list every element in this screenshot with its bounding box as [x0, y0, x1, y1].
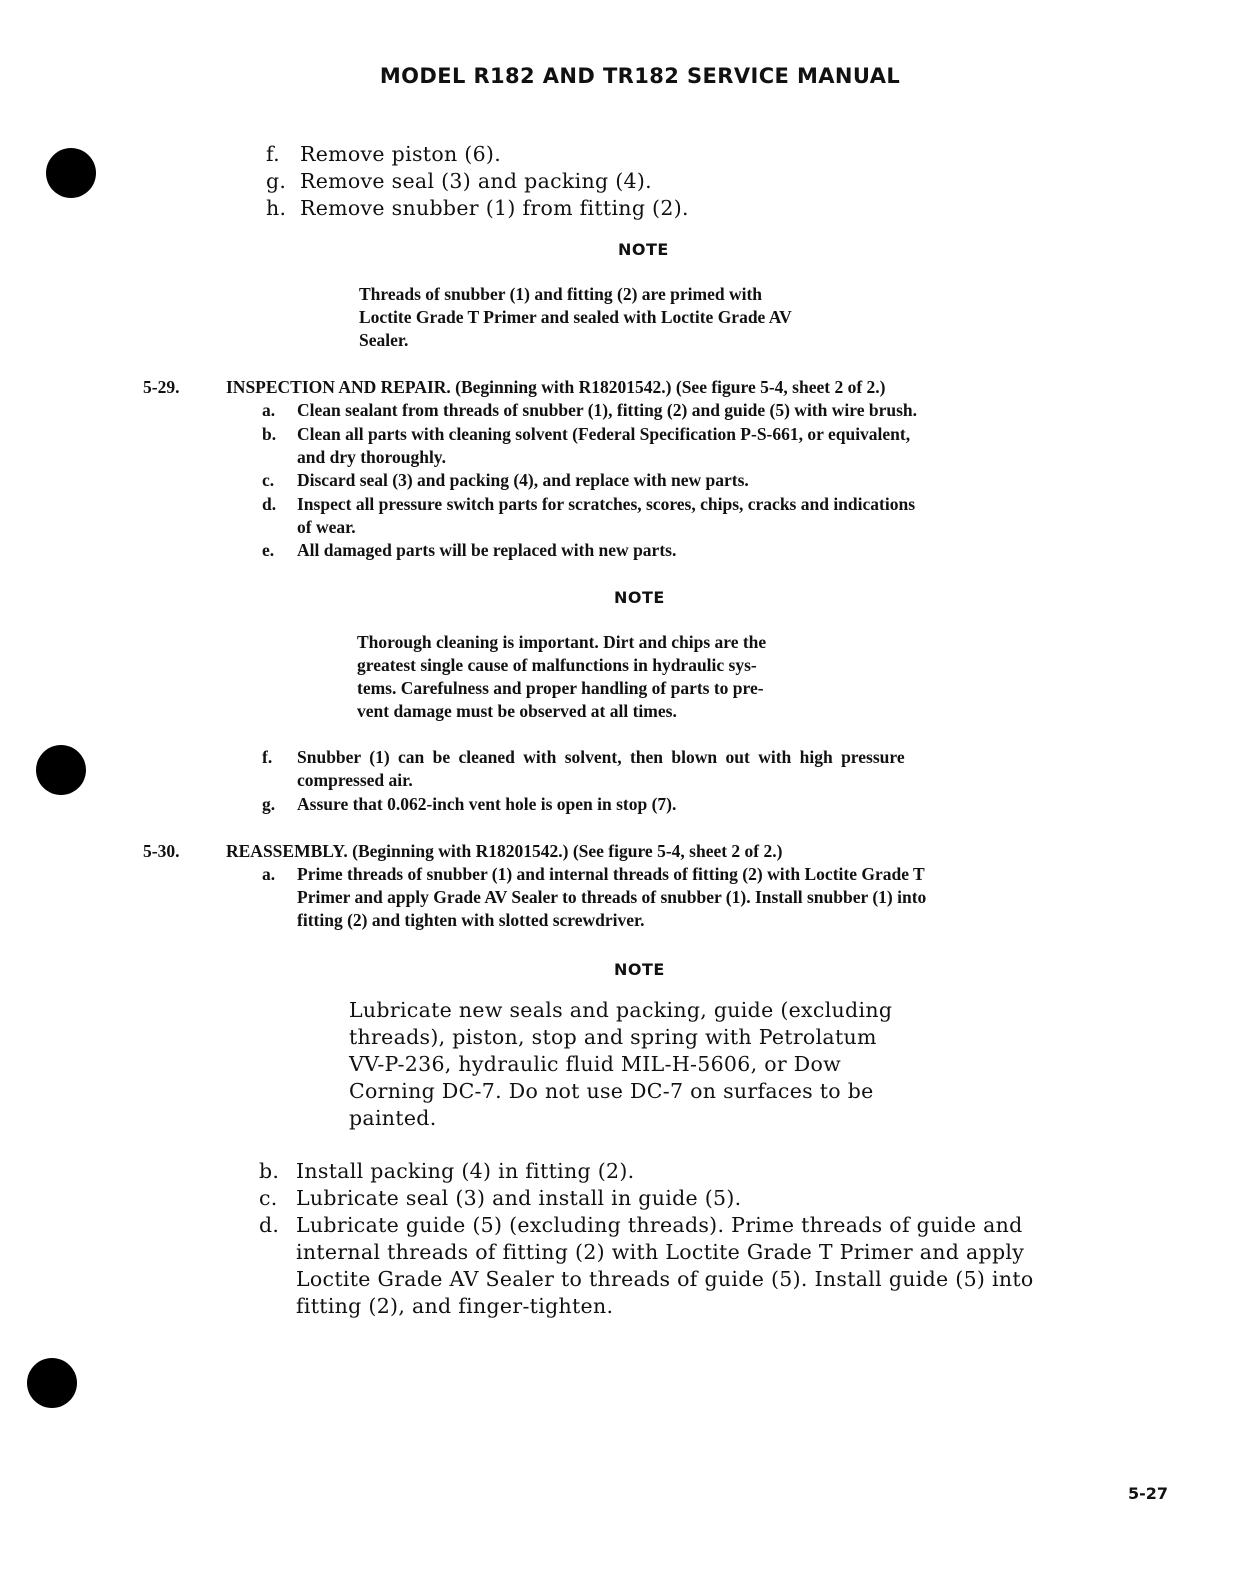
item-line: Clean all parts with cleaning solvent (Federal Specification P-S-661, or equivalent, [297, 424, 911, 444]
note-line: Thorough cleaning is important. Dirt and chips are the [357, 632, 767, 652]
note-line: vent damage must be observed at all times. [357, 701, 677, 721]
item-label: b. [262, 424, 277, 444]
note-line: Corning DC-7. Do not use DC-7 on surfaces to be [349, 1079, 874, 1103]
item-label: d. [259, 1213, 280, 1237]
step-label: h. [266, 196, 287, 220]
item-label: d. [262, 494, 277, 514]
section-heading: INSPECTION AND REPAIR. (Beginning with R18201542.) (See figure 5-4, sheet 2 of 2.) [226, 377, 886, 397]
note-line: Lubricate new seals and packing, guide (excluding [349, 998, 893, 1022]
note-line: VV-P-236, hydraulic fluid MIL-H-5606, or Dow [349, 1052, 842, 1076]
section-heading: REASSEMBLY. (Beginning with R18201542.) (See figure 5-4, sheet 2 of 2.) [226, 841, 783, 861]
item-line: fitting (2) and tighten with slotted screwdriver. [297, 910, 645, 930]
item-label: b. [259, 1159, 280, 1183]
binder-hole-middle [36, 745, 86, 795]
item-line: Lubricate guide (5) (excluding threads). Prime threads of guide and [296, 1213, 1023, 1237]
item-line: Prime threads of snubber (1) and internal threads of fitting (2) with Loctite Grade T [297, 864, 925, 884]
page-number: 5-27 [1127, 1484, 1168, 1503]
item-line: Primer and apply Grade AV Sealer to threads of snubber (1). Install snubber (1) into [297, 887, 927, 907]
item-line: Snubber (1) can be cleaned with solvent, then blown out with high pressure [297, 747, 905, 767]
item-line: Assure that 0.062-inch vent hole is open in stop (7). [297, 794, 677, 814]
note-heading: NOTE [614, 588, 665, 607]
item-label: g. [262, 794, 276, 814]
item-label: c. [262, 470, 275, 490]
item-line: Loctite Grade AV Sealer to threads of guide (5). Install guide (5) into [296, 1267, 1034, 1291]
item-line: and dry thoroughly. [297, 447, 446, 467]
item-line: of wear. [297, 517, 356, 537]
note-line: threads), piston, stop and spring with Petrolatum [349, 1025, 877, 1049]
note-line: Loctite Grade T Primer and sealed with Loctite Grade AV [359, 307, 792, 327]
step-label: g. [266, 169, 287, 193]
item-label: c. [259, 1186, 278, 1210]
step-text: Remove snubber (1) from fitting (2). [300, 196, 689, 220]
item-label: a. [262, 400, 276, 420]
step-label: f. [266, 142, 280, 166]
item-line: fitting (2), and finger-tighten. [296, 1294, 614, 1318]
item-line: All damaged parts will be replaced with new parts. [297, 540, 677, 560]
item-line: compressed air. [297, 770, 413, 790]
note-heading: NOTE [618, 240, 669, 259]
note-heading: NOTE [614, 960, 665, 979]
section-number: 5-29. [143, 377, 180, 397]
item-label: a. [262, 864, 276, 884]
binder-hole-top [46, 148, 96, 198]
item-label: e. [262, 540, 275, 560]
item-line: Clean sealant from threads of snubber (1), fitting (2) and guide (5) with wire brush. [297, 400, 917, 420]
item-line: Discard seal (3) and packing (4), and replace with new parts. [297, 470, 749, 490]
item-line: internal threads of fitting (2) with Loctite Grade T Primer and apply [296, 1240, 1025, 1264]
binder-hole-bottom [27, 1358, 77, 1408]
note-line: Threads of snubber (1) and fitting (2) are primed with [359, 284, 763, 304]
page-header: MODEL R182 AND TR182 SERVICE MANUAL [379, 64, 901, 88]
step-text: Remove seal (3) and packing (4). [300, 169, 652, 193]
item-label: f. [262, 747, 273, 767]
note-line: Sealer. [359, 330, 409, 350]
item-line: Inspect all pressure switch parts for scratches, scores, chips, cracks and indications [297, 494, 916, 514]
section-number: 5-30. [143, 841, 180, 861]
item-line: Install packing (4) in fitting (2). [296, 1159, 635, 1183]
item-line: Lubricate seal (3) and install in guide (5). [296, 1186, 742, 1210]
note-line: tems. Carefulness and proper handling of parts to pre- [357, 678, 764, 698]
step-text: Remove piston (6). [300, 142, 502, 166]
note-line: greatest single cause of malfunctions in hydraulic sys- [357, 655, 757, 675]
note-line: painted. [349, 1106, 437, 1130]
